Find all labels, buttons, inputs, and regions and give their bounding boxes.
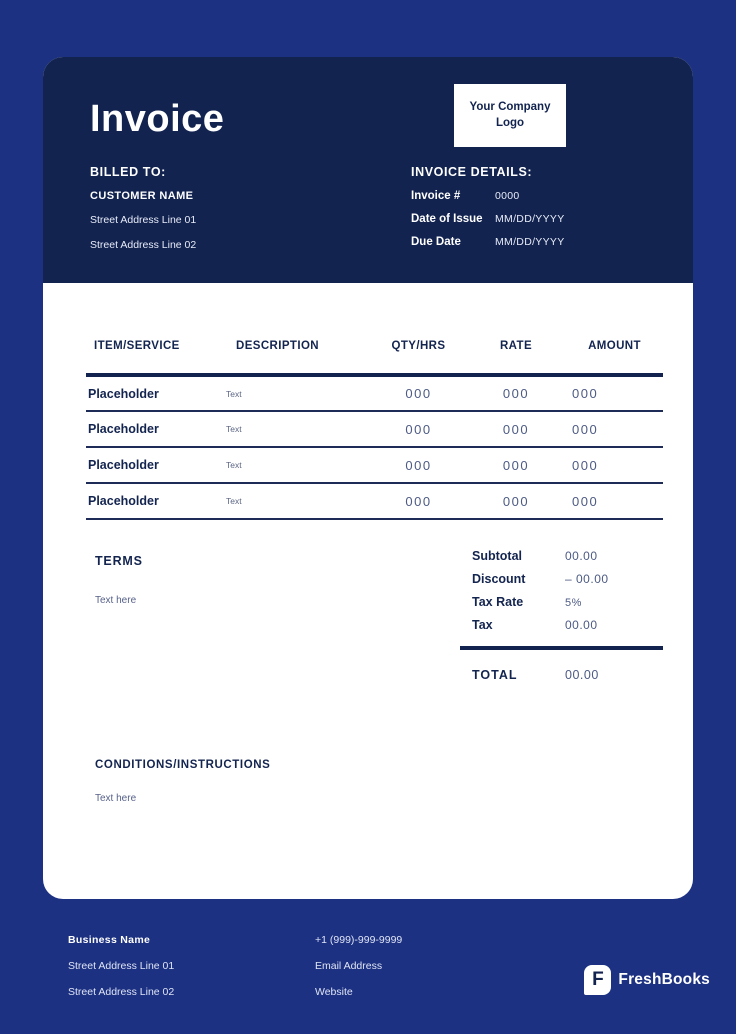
tax-value: 00.00	[565, 618, 598, 632]
invoice-number-label: Invoice #	[411, 190, 461, 202]
amount-cell: 000	[566, 447, 663, 483]
description-cell: Text	[226, 447, 371, 483]
grand-total-row	[460, 650, 663, 682]
discount-row	[460, 572, 663, 586]
invoice-header	[43, 57, 693, 283]
summary-section	[43, 549, 693, 682]
date-of-issue-label: Date of Issue	[411, 213, 483, 225]
tax-row	[460, 618, 663, 632]
subtotal-row	[460, 549, 663, 563]
business-email: Email Address	[315, 960, 383, 972]
header-info-row	[43, 165, 693, 264]
billed-address-line-2: Street Address Line 02	[90, 239, 197, 251]
qty-cell: 000	[371, 411, 466, 447]
tax-rate-value: 5%	[565, 597, 582, 609]
terms-text: Text here	[95, 595, 137, 606]
qty-cell: 000	[371, 483, 466, 519]
amount-cell: 000	[566, 411, 663, 447]
header-top-row	[43, 84, 693, 147]
customer-name: CUSTOMER NAME	[90, 190, 194, 202]
invoice-number-value: 0000	[495, 190, 520, 202]
column-header-description: DESCRIPTION	[226, 340, 371, 375]
tax-rate-row	[460, 595, 663, 609]
invoice-number-row	[411, 190, 651, 202]
item-cell: Placeholder	[86, 447, 226, 483]
table-row	[86, 375, 663, 411]
rate-cell: 000	[466, 483, 566, 519]
business-website: Website	[315, 986, 353, 998]
invoice-details-heading: INVOICE DETAILS:	[411, 165, 533, 179]
business-address-line-1: Street Address Line 01	[68, 960, 175, 972]
billed-address-line-1: Street Address Line 01	[90, 214, 197, 226]
freshbooks-icon: F	[584, 965, 611, 995]
invoice-body	[43, 340, 693, 804]
conditions-text: Text here	[95, 793, 137, 804]
subtotal-label: Subtotal	[472, 549, 522, 563]
line-items-table	[86, 340, 663, 520]
terms-section	[95, 549, 415, 682]
subtotal-value: 00.00	[565, 549, 598, 563]
amount-cell: 000	[566, 375, 663, 411]
tax-rate-label: Tax Rate	[472, 595, 524, 609]
table-row	[86, 447, 663, 483]
billed-to-heading: BILLED TO:	[90, 165, 166, 179]
freshbooks-logo	[584, 965, 710, 995]
invoice-details-section	[411, 165, 651, 264]
conditions-heading: CONDITIONS/INSTRUCTIONS	[95, 759, 271, 771]
table-header-row	[86, 340, 663, 375]
business-phone: +1 (999)-999-9999	[315, 934, 403, 946]
description-cell: Text	[226, 375, 371, 411]
business-name: Business Name	[68, 934, 151, 946]
rate-cell: 000	[466, 447, 566, 483]
due-date-row	[411, 236, 651, 248]
qty-cell: 000	[371, 375, 466, 411]
table-row	[86, 483, 663, 519]
column-header-rate: RATE	[466, 340, 566, 375]
item-cell: Placeholder	[86, 483, 226, 519]
due-date-value: MM/DD/YYYY	[495, 236, 565, 248]
item-cell: Placeholder	[86, 411, 226, 447]
footer-contact-info	[315, 934, 584, 1012]
date-of-issue-value: MM/DD/YYYY	[495, 213, 565, 225]
item-cell: Placeholder	[86, 375, 226, 411]
discount-value: – 00.00	[565, 572, 609, 586]
company-logo-placeholder: Your Company Logo	[454, 84, 566, 147]
invoice-card	[43, 57, 693, 899]
date-of-issue-row	[411, 213, 651, 225]
rate-cell: 000	[466, 411, 566, 447]
column-header-amount: AMOUNT	[566, 340, 663, 375]
total-label: TOTAL	[472, 668, 518, 682]
column-header-item-service: ITEM/SERVICE	[86, 340, 226, 375]
footer-business-info	[68, 934, 315, 1012]
qty-cell: 000	[371, 447, 466, 483]
tax-label: Tax	[472, 618, 493, 632]
column-header-qty-hrs: QTY/HRS	[371, 340, 466, 375]
amount-cell: 000	[566, 483, 663, 519]
business-address-line-2: Street Address Line 02	[68, 986, 175, 998]
totals-section	[460, 549, 663, 682]
discount-label: Discount	[472, 572, 526, 586]
description-cell: Text	[226, 483, 371, 519]
description-cell: Text	[226, 411, 371, 447]
terms-heading: TERMS	[95, 554, 143, 568]
rate-cell: 000	[466, 375, 566, 411]
total-value: 00.00	[565, 668, 599, 682]
due-date-label: Due Date	[411, 236, 461, 248]
billed-to-section	[90, 165, 411, 264]
page-title: Invoice	[90, 98, 225, 140]
table-row	[86, 411, 663, 447]
freshbooks-wordmark: FreshBooks	[618, 971, 710, 988]
page-footer	[68, 934, 710, 1012]
conditions-section	[95, 759, 693, 804]
